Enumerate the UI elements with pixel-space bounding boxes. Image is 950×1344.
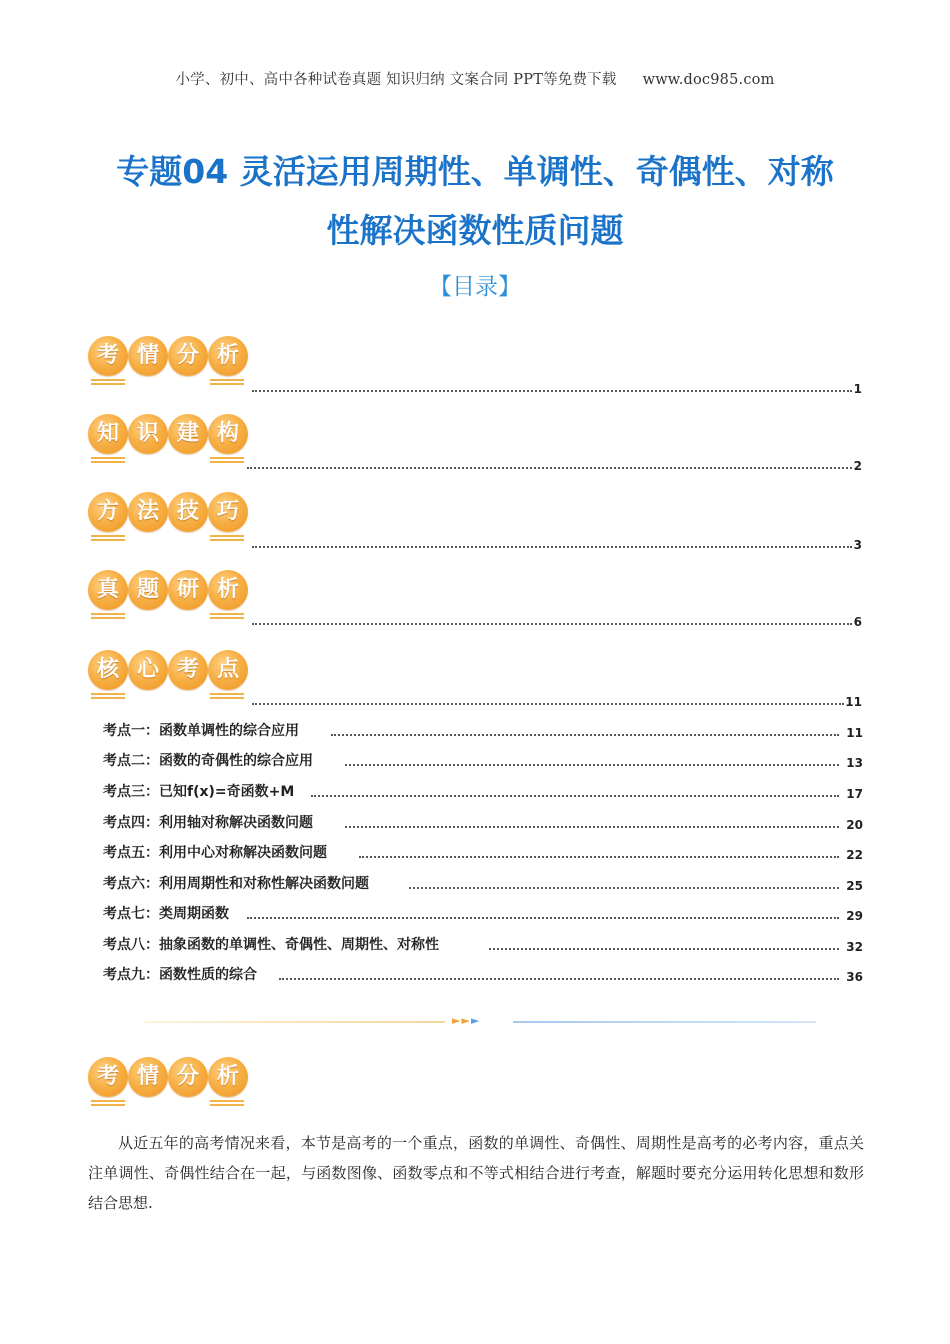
toc-leader-dots	[409, 887, 839, 889]
document-title-line1: 专题04 灵活运用周期性、单调性、奇偶性、对称	[116, 152, 834, 191]
toc-label: 【目录】	[429, 274, 521, 300]
toc-leader-dots	[359, 856, 839, 858]
page-header	[0, 68, 950, 89]
toc-page-number: 6	[853, 615, 862, 629]
toc-page-number: 1	[853, 382, 862, 396]
toc-subitem[interactable]	[103, 720, 863, 740]
toc-subitem-label: 考点六：利用周期性和对称性解决函数问题	[103, 876, 369, 892]
toc-page-number: 25	[846, 879, 863, 893]
toc-leader-dots	[247, 467, 852, 469]
badge-char: 考	[168, 650, 208, 690]
badge-char: 析	[208, 1057, 248, 1097]
badge-char: 考	[88, 1057, 128, 1097]
divider-arrows-text	[452, 1014, 480, 1027]
toc-row-4[interactable]	[0, 609, 950, 629]
badge-char: 真	[88, 570, 128, 610]
section-badge-analysis	[88, 1057, 258, 1109]
badge-stripe	[91, 1100, 125, 1106]
toc-page-number: 22	[846, 848, 863, 862]
toc-subitem-label: 考点二：函数的奇偶性的综合应用	[103, 753, 313, 769]
toc-subitem[interactable]	[103, 934, 863, 954]
toc-leader-dots	[252, 623, 852, 625]
toc-subitem-label: 考点三：已知f(x)=奇函数+M	[103, 784, 295, 800]
toc-page-number: 36	[846, 970, 863, 984]
toc-page-number: 17	[846, 787, 863, 801]
badge-char: 构	[208, 414, 248, 454]
toc-leader-dots	[252, 546, 852, 548]
badge-char: 点	[208, 650, 248, 690]
toc-row-1[interactable]	[0, 376, 950, 396]
toc-subitem[interactable]	[103, 812, 863, 832]
badge-char: 情	[128, 1057, 168, 1097]
toc-row-3[interactable]	[0, 532, 950, 552]
badge-char: 方	[88, 492, 128, 532]
toc-subitem[interactable]	[103, 750, 863, 770]
divider-line-left	[145, 1021, 445, 1023]
toc-leader-dots	[345, 764, 839, 766]
toc-page-number: 2	[853, 459, 862, 473]
badge-char: 法	[128, 492, 168, 532]
badge-char: 巧	[208, 492, 248, 532]
toc-subitem[interactable]	[103, 903, 863, 923]
toc-leader-dots	[311, 795, 839, 797]
toc-page-number: 32	[846, 940, 863, 954]
divider-arrows	[452, 1014, 480, 1027]
toc-leader-dots	[252, 390, 852, 392]
toc-page-number: 13	[846, 756, 863, 770]
badge-char: 析	[208, 570, 248, 610]
badge-char: 考	[88, 336, 128, 376]
toc-leader-dots	[247, 917, 839, 919]
badge-char: 技	[168, 492, 208, 532]
badge-char: 识	[128, 414, 168, 454]
badge-char: 析	[208, 336, 248, 376]
toc-subitem-label: 考点九：函数性质的综合	[103, 967, 257, 983]
divider-arrow: ►	[470, 1014, 481, 1027]
toc-page-number: 20	[846, 818, 863, 832]
toc-leader-dots	[279, 978, 839, 980]
toc-row-2[interactable]	[0, 453, 950, 473]
toc-subitem-label: 考点五：利用中心对称解决函数问题	[103, 845, 327, 861]
badge-char: 知	[88, 414, 128, 454]
toc-page-number: 11	[846, 726, 863, 740]
divider-line-right	[513, 1021, 816, 1023]
document-title-line2: 性解决函数性质问题	[326, 211, 624, 250]
toc-subitem-label: 考点一：函数单调性的综合应用	[103, 723, 299, 739]
toc-page-number: 3	[853, 538, 862, 552]
toc-page-number: 11	[845, 695, 862, 709]
badge-char: 分	[168, 336, 208, 376]
badge-char: 核	[88, 650, 128, 690]
header-text: 小学、初中、高中各种试卷真题 知识归纳 文案合同 PPT等免费下载	[175, 72, 617, 88]
toc-subitem[interactable]	[103, 873, 863, 893]
toc-row-5[interactable]	[0, 689, 950, 709]
toc-subitem[interactable]	[103, 842, 863, 862]
divider-arrow: ►	[452, 1014, 462, 1027]
badge-char: 建	[168, 414, 208, 454]
analysis-paragraph: 从近五年的高考情况来看，本节是高考的一个重点，函数的单调性、奇偶性、周期性是高考的必考内容，重点关注单调性、奇偶性结合在一起，与函数图像、函数零点和不等式相结合进行考查，解题时要充分运用转化思想和数形结合思想.	[88, 1134, 864, 1212]
toc-subitem-label: 考点八：抽象函数的单调性、奇偶性、周期性、对称性	[103, 937, 439, 953]
toc-subitem-label: 考点七：类周期函数	[103, 906, 229, 922]
toc-leader-dots	[252, 703, 844, 705]
badge-stripe	[210, 1100, 244, 1106]
badge-char: 研	[168, 570, 208, 610]
toc-leader-dots	[345, 826, 839, 828]
toc-leader-dots	[489, 948, 839, 950]
badge-char: 分	[168, 1057, 208, 1097]
badge-char: 题	[128, 570, 168, 610]
badge-char: 心	[128, 650, 168, 690]
divider-arrow: ►	[461, 1014, 471, 1027]
toc-page-number: 29	[846, 909, 863, 923]
toc-subitem[interactable]	[103, 781, 863, 801]
badge-char: 情	[128, 336, 168, 376]
toc-subitem-label: 考点四：利用轴对称解决函数问题	[103, 815, 313, 831]
toc-leader-dots	[331, 734, 839, 736]
toc-subitem[interactable]	[103, 964, 863, 984]
header-site[interactable]: www.doc985.com	[642, 72, 775, 88]
